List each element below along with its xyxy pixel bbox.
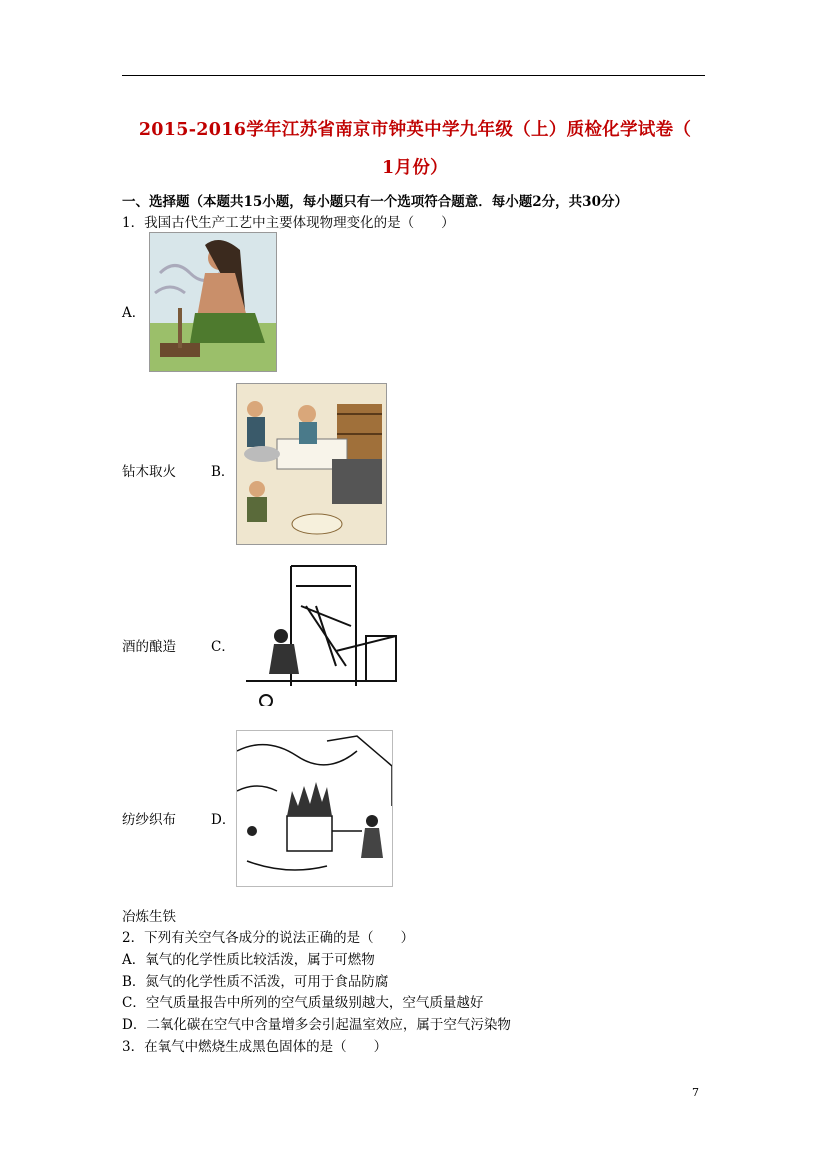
exam-title-line2: 1月份） (382, 158, 448, 178)
q1-option-b-label: B． (211, 464, 235, 480)
section-heading: 一、选择题（本题共15小题，每小题只有一个选项符合题意．每小题2分，共30分） (122, 194, 628, 210)
q1-option-c-label: C． (211, 639, 235, 655)
iron-smelting-illustration (236, 730, 393, 887)
drilling-wood-fire-illustration (149, 232, 277, 372)
q2-option-b: B．氮气的化学性质不活泼，可用于食品防腐 (122, 974, 389, 990)
spinning-weaving-illustration (236, 556, 402, 706)
q1-option-d-label: D． (211, 812, 236, 828)
q1-caption-c: 纺纱织布 (122, 812, 176, 828)
q1-caption-b: 酒的酿造 (122, 639, 176, 655)
q3-stem: 3．在氧气中燃烧生成黑色固体的是（ ） (122, 1039, 388, 1055)
q2-option-d: D．二氧化碳在空气中含量增多会引起温室效应，属于空气污染物 (122, 1017, 511, 1033)
q2-stem: 2．下列有关空气各成分的说法正确的是（ ） (122, 930, 415, 946)
q2-option-a: A．氧气的化学性质比较活泼，属于可燃物 (122, 952, 375, 968)
q1-caption-d: 冶炼生铁 (122, 909, 176, 925)
q1-stem: 1．我国古代生产工艺中主要体现物理变化的是（ ） (122, 215, 455, 231)
q1-option-a-label: A． (122, 305, 146, 321)
exam-title-line1: 2015-2016学年江苏省南京市钟英中学九年级（上）质检化学试卷（ (138, 120, 692, 140)
q1-caption-a: 钻木取火 (122, 464, 176, 480)
header-rule (122, 75, 705, 76)
page-number: 7 (692, 1086, 699, 1099)
wine-brewing-illustration (236, 383, 387, 545)
q2-option-c: C．空气质量报告中所列的空气质量级别越大，空气质量越好 (122, 995, 484, 1011)
